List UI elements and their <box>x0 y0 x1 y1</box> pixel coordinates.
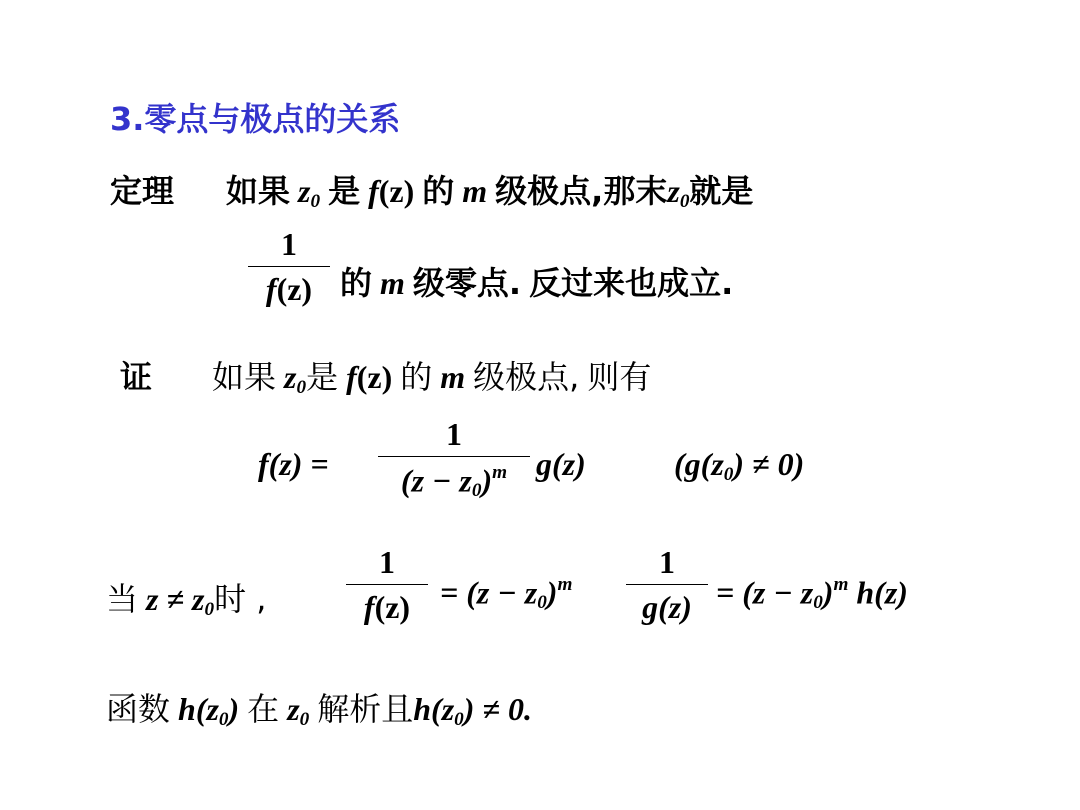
h-z0: $h(z_0)$ <box>178 691 240 730</box>
fz-arg-2: (z) <box>356 359 393 395</box>
section-title: 3.零点与极点的关系 <box>110 100 401 138</box>
when-condition: $z \ne z_0$ <box>146 581 215 620</box>
z0-symbol-2: $z_0$ <box>667 173 690 212</box>
conclusion-text-hanshu: 函数 <box>106 690 171 728</box>
when-middle-term: = $(z - z_0)^m$ <box>440 574 573 614</box>
fraction-denominator: f(z) <box>265 271 313 307</box>
theorem-label: 定理 <box>110 172 175 210</box>
theorem-text-name: 那末 <box>603 172 668 210</box>
conclusion-text-zai: 在 <box>247 690 280 728</box>
f-symbol-2: f <box>346 359 357 395</box>
theorem-text-pole: 级极点, <box>495 172 604 210</box>
theorem-text-de: 的 <box>422 172 455 210</box>
eq1-numerator: 1 <box>446 416 462 452</box>
z0-symbol-3: $z_0$ <box>284 359 307 398</box>
when-frac2-num: 1 <box>659 544 675 580</box>
theorem-text-converse: 反过来也成立. <box>529 264 734 302</box>
eq1-fraction-bar <box>378 456 530 457</box>
proof-text-ruguo: 如果 <box>212 358 277 396</box>
proof-text-de: 的 <box>400 358 433 396</box>
conclusion-text-analytic: 解析且 <box>317 690 414 728</box>
theorem-text-shi: 是 <box>328 172 361 210</box>
m-symbol-2: m <box>380 265 405 301</box>
fraction-numerator: 1 <box>281 226 297 262</box>
theorem-text-zero: 级零点. <box>412 264 522 302</box>
equation-1-lhs: f(z) = <box>258 446 329 482</box>
theorem-line-1 <box>110 166 753 213</box>
when-frac2-den: g(z) <box>642 589 692 625</box>
when-end-term: = $(z - z_0)^m$ h(z) <box>716 574 908 614</box>
theorem-text-ruguo: 如果 <box>226 172 291 210</box>
z0-symbol-4: $z_0$ <box>287 691 310 730</box>
equation-1-fraction <box>378 418 530 500</box>
when-frac1-den: f(z) <box>363 589 411 625</box>
equation-1-condition: $(g(z_0) \ne 0)$ <box>674 446 805 485</box>
equation-1-g: g(z) <box>536 446 586 482</box>
theorem-text-jiushi: 就是 <box>689 172 754 210</box>
f-symbol: f <box>368 173 379 209</box>
when-line-lhs <box>106 574 266 621</box>
proof-line <box>120 352 651 399</box>
m-symbol-3: m <box>440 359 466 395</box>
m-symbol: m <box>462 173 488 209</box>
when-fraction-1-over-fz <box>346 546 428 623</box>
h-z0-ne-zero: $h(z_0) \ne 0$. <box>413 691 532 730</box>
when-frac1-num: 1 <box>379 544 395 580</box>
proof-text-pole: 级极点, <box>473 358 580 396</box>
when-frac2-bar <box>626 584 708 585</box>
proof-text-zeyou: 则有 <box>587 358 652 396</box>
fraction-bar <box>248 266 330 267</box>
theorem-line-2 <box>340 258 733 304</box>
z0-symbol: $z_0$ <box>298 173 321 212</box>
conclusion-line <box>106 684 532 731</box>
when-frac1-bar <box>346 584 428 585</box>
when-text-shi: 时 , <box>214 580 267 618</box>
proof-text-shi: 是 <box>306 358 339 396</box>
when-fraction-1-over-gz <box>626 546 708 623</box>
proof-label: 证 <box>120 358 153 396</box>
eq1-denominator: $(z - z_0)^m$ <box>400 462 508 502</box>
theorem-text-de-2: 的 <box>340 264 373 302</box>
when-text-dang: 当 <box>106 580 139 618</box>
fraction-1-over-fz <box>248 228 330 305</box>
fz-arg: (z) <box>378 173 415 209</box>
